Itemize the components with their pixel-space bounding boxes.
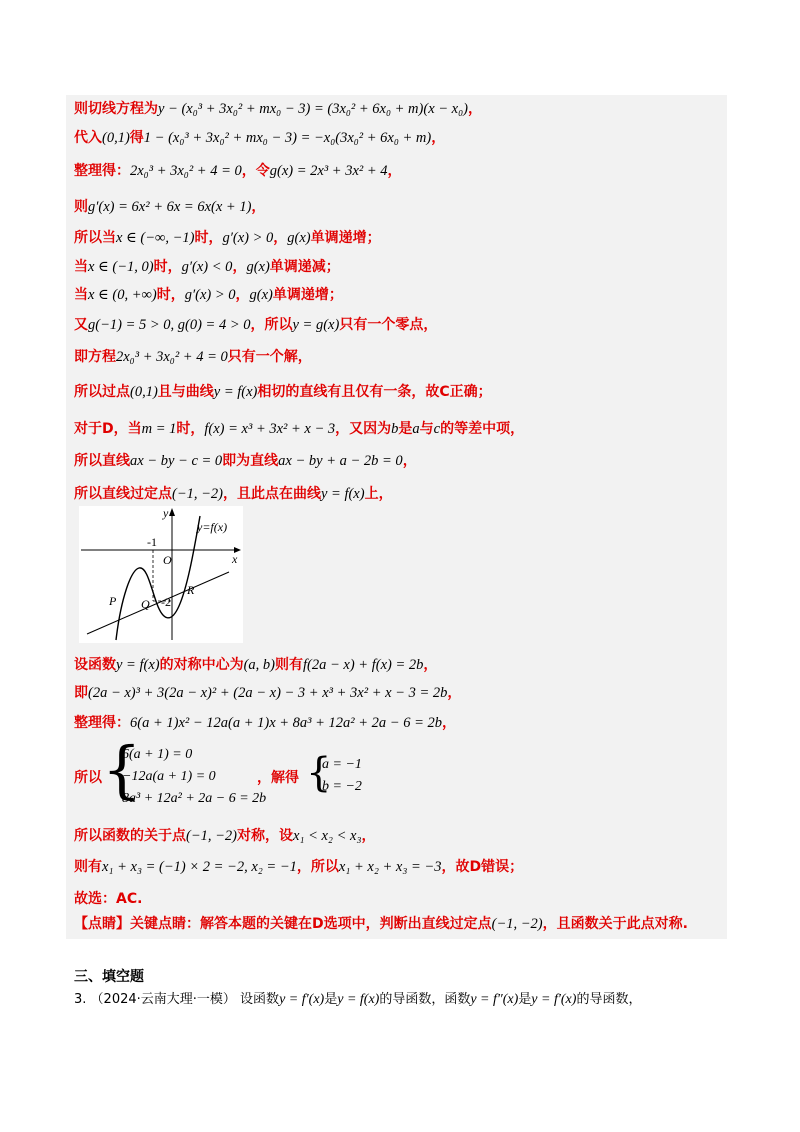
text-run: ，又因为: [335, 421, 392, 437]
text-run: ，: [447, 685, 462, 701]
solution-line: [74, 348, 312, 366]
solution-line: [74, 827, 375, 845]
text-run: 所以过点: [74, 384, 130, 400]
question-source: （2024·云南大理·一模）: [90, 992, 236, 1007]
math-expression: g(x) = 2x³ + 3x² + 4: [269, 163, 388, 179]
text-run: 单调递增；: [310, 230, 381, 246]
math-expression: (2a − x)³ + 3(2a − x)² + (2a − x) − 3 + x³ + 3x² + x − 3 = 2b: [88, 685, 448, 701]
math-expression: (−1, −2): [172, 486, 223, 502]
text-run: ，所以: [250, 317, 293, 333]
math-expression: g′(x) = 6x² + 6x = 6x(x + 1): [88, 199, 252, 215]
solution-line: [74, 684, 461, 702]
text-run: ，: [423, 657, 438, 673]
text-run: 即方程: [74, 349, 116, 365]
math-expression: (a, b): [243, 657, 276, 673]
text-run: 相切的直线有且仅有一条，故C正确；: [257, 384, 492, 400]
solution-line: [74, 890, 142, 908]
math-expression: ax − by + a − 2b = 0: [278, 453, 403, 469]
math-expression: y = f(x): [213, 384, 258, 400]
y-axis-arrow: [169, 508, 175, 516]
math-expression: y = f(x): [116, 657, 160, 673]
text-run: ，: [442, 715, 457, 731]
system-prefix: 所以: [74, 770, 102, 786]
math-expression: x ∈ (−1, 0): [88, 259, 154, 275]
solution-row: b = −2: [322, 779, 362, 794]
math-expression: x₁ < x₂ < x₃: [292, 828, 362, 844]
text-run: 只有一个零点，: [339, 317, 438, 333]
solution-line: [74, 714, 456, 732]
key-point-note: [74, 915, 688, 933]
text-run: 单调递减；: [269, 259, 340, 275]
solution-line: [74, 656, 437, 674]
text-run: ，所以: [296, 859, 339, 875]
math-expression: (0,1): [102, 130, 130, 146]
text-run: ，: [273, 230, 288, 246]
text-run: 所以直线: [74, 453, 130, 469]
math-expression: m = 1: [141, 421, 177, 437]
math-expression: x ∈ (0, +∞): [88, 287, 157, 303]
solution-row: a = −1: [322, 757, 362, 772]
solution-line: [74, 383, 492, 401]
text-run: 时，: [194, 230, 223, 246]
text-run: 则: [74, 199, 88, 215]
math-expression: y = f″(x): [470, 992, 519, 1007]
solve-label: ，解得: [257, 770, 299, 786]
tick-y-label: -2: [161, 595, 171, 609]
text-run: 的导函数，函数: [379, 992, 471, 1007]
solution-line: [74, 858, 523, 876]
solution-line: [74, 229, 381, 247]
system-row: 6(a + 1) = 0: [122, 747, 193, 762]
math-expression: 6(a + 1)x² − 12a(a + 1)x + 8a³ + 12a² + 2a − 6 = 2b: [130, 715, 443, 731]
text-run: 是: [398, 421, 413, 437]
text-run: 得: [129, 130, 144, 146]
math-expression: 2x₀³ + 3x₀² + 4 = 0: [130, 163, 242, 179]
graph-svg: [79, 506, 243, 643]
text-run: 的导函数，: [576, 992, 642, 1007]
text-run: 故选：AC.: [74, 891, 143, 907]
text-run: 当: [74, 287, 88, 303]
text-run: ，: [402, 453, 417, 469]
point-label-p: P: [109, 594, 117, 608]
text-run: ，: [431, 130, 446, 146]
text-run: 整理得：: [74, 715, 130, 731]
math-expression: g′(x) > 0: [184, 287, 236, 303]
text-run: 时，: [153, 259, 182, 275]
text-run: ，: [387, 163, 402, 179]
text-run: ，令: [241, 163, 270, 179]
text-run: 设函数: [240, 992, 280, 1007]
text-run: 则有: [275, 657, 304, 673]
math-expression: y − (x₀³ + 3x₀² + mx₀ − 3) = (3x₀² + 6x₀ + m)(x − x₀): [158, 101, 468, 117]
math-expression: a: [412, 421, 420, 437]
math-expression: f(2a − x) + f(x) = 2b: [303, 657, 424, 673]
text-run: 且与曲线: [157, 384, 214, 400]
text-run: ，: [361, 828, 376, 844]
text-run: ，故D错误；: [441, 859, 524, 875]
curve-label: y=f(x): [197, 520, 228, 534]
solution-line: [74, 286, 343, 304]
solution-line: [74, 258, 340, 276]
math-expression: x₁ + x₂ + x₃ = −3: [338, 859, 442, 875]
text-run: 所以当: [74, 230, 116, 246]
solution-line: [74, 100, 482, 118]
text-run: ，且此点在曲线: [222, 486, 321, 502]
math-expression: g(x): [287, 230, 311, 246]
tick-x-label: -1: [147, 535, 157, 549]
cubic-curve: [116, 516, 200, 640]
solution-line: [74, 316, 437, 334]
solution-line: [74, 420, 524, 438]
text-run: ，: [251, 199, 266, 215]
text-run: ，且函数关于此点对称.: [542, 916, 688, 932]
function-graph: [79, 506, 243, 643]
axis-x-label: x: [232, 552, 238, 566]
math-expression: c: [433, 421, 441, 437]
question-3: [74, 988, 641, 1008]
section-header: 三、填空题: [74, 969, 144, 985]
math-expression: (−1, −2): [491, 916, 543, 932]
math-expression: g′(x) > 0: [222, 230, 274, 246]
text-run: 设函数: [74, 657, 116, 673]
text-run: 又: [74, 317, 88, 333]
point-label-q: Q: [141, 597, 150, 611]
solution-line: [74, 485, 393, 503]
text-run: 只有一个解，: [227, 349, 312, 365]
point-label-r: R: [187, 583, 195, 597]
math-expression: b: [391, 421, 399, 437]
math-expression: g′(x) < 0: [181, 259, 233, 275]
text-run: 当: [74, 259, 88, 275]
text-run: 的对称中心为: [159, 657, 244, 673]
question-text: [240, 992, 641, 1007]
text-run: 的等差中项，: [440, 421, 525, 437]
math-expression: y = f′(x): [531, 992, 577, 1007]
math-expression: 2x₀³ + 3x₀² + 4 = 0: [116, 349, 228, 365]
math-expression: g(x): [249, 287, 273, 303]
left-brace: {: [102, 733, 142, 806]
math-expression: y = g(x): [292, 317, 340, 333]
solution-line: [74, 129, 445, 147]
text-run: 时，: [176, 421, 205, 437]
text-run: 整理得：: [74, 163, 130, 179]
text-run: 上，: [364, 486, 393, 502]
text-run: 即为直线: [222, 453, 279, 469]
math-expression: y = f(x): [337, 992, 380, 1007]
text-run: 代入: [74, 130, 102, 146]
math-expression: x₁ + x₃ = (−1) × 2 = −2, x₂ = −1: [102, 859, 297, 875]
text-run: 是: [518, 992, 532, 1007]
axis-y-label: y: [163, 506, 169, 520]
math-expression: y = f′(x): [279, 992, 325, 1007]
math-expression: g(x): [246, 259, 270, 275]
text-run: 【点睛】关键点睛：解答本题的关键在D选项中，判断出直线过定点: [74, 916, 492, 932]
math-expression: f(x) = x³ + 3x² + x − 3: [204, 421, 336, 437]
math-expression: x ∈ (−∞, −1): [116, 230, 195, 246]
math-expression: (0,1): [130, 384, 158, 400]
text-run: ，: [235, 287, 250, 303]
text-run: 与: [419, 421, 434, 437]
text-run: 所以函数的关于点: [74, 828, 186, 844]
system-row: 8a³ + 12a² + 2a − 6 = 2b: [122, 791, 267, 806]
math-expression: 1 − (x₀³ + 3x₀² + mx₀ − 3) = −x₀(3x₀² + 6x₀ + m): [143, 130, 432, 146]
origin-label: O: [163, 553, 172, 567]
math-expression: ax − by − c = 0: [130, 453, 223, 469]
solution-line: [74, 452, 417, 470]
solution-line: [74, 162, 402, 180]
text-run: 是: [324, 992, 338, 1007]
text-run: 即: [74, 685, 88, 701]
math-expression: y = f(x): [320, 486, 365, 502]
text-run: 则有: [74, 859, 102, 875]
text-run: 对称，设: [236, 828, 293, 844]
system-row: −12a(a + 1) = 0: [122, 769, 216, 784]
math-expression: g(−1) = 5 > 0, g(0) = 4 > 0: [88, 317, 251, 333]
right-brace: {: [306, 750, 332, 796]
math-expression: (−1, −2): [186, 828, 237, 844]
text-run: 对于D，当: [74, 421, 142, 437]
text-run: ，: [467, 101, 482, 117]
text-run: 所以直线过定点: [74, 486, 172, 502]
text-run: 时，: [156, 287, 185, 303]
solution-line: [74, 198, 265, 216]
question-number: 3.: [74, 992, 87, 1007]
text-run: 则切线方程为: [74, 101, 158, 117]
text-run: 单调递增；: [272, 287, 343, 303]
text-run: ，: [232, 259, 247, 275]
